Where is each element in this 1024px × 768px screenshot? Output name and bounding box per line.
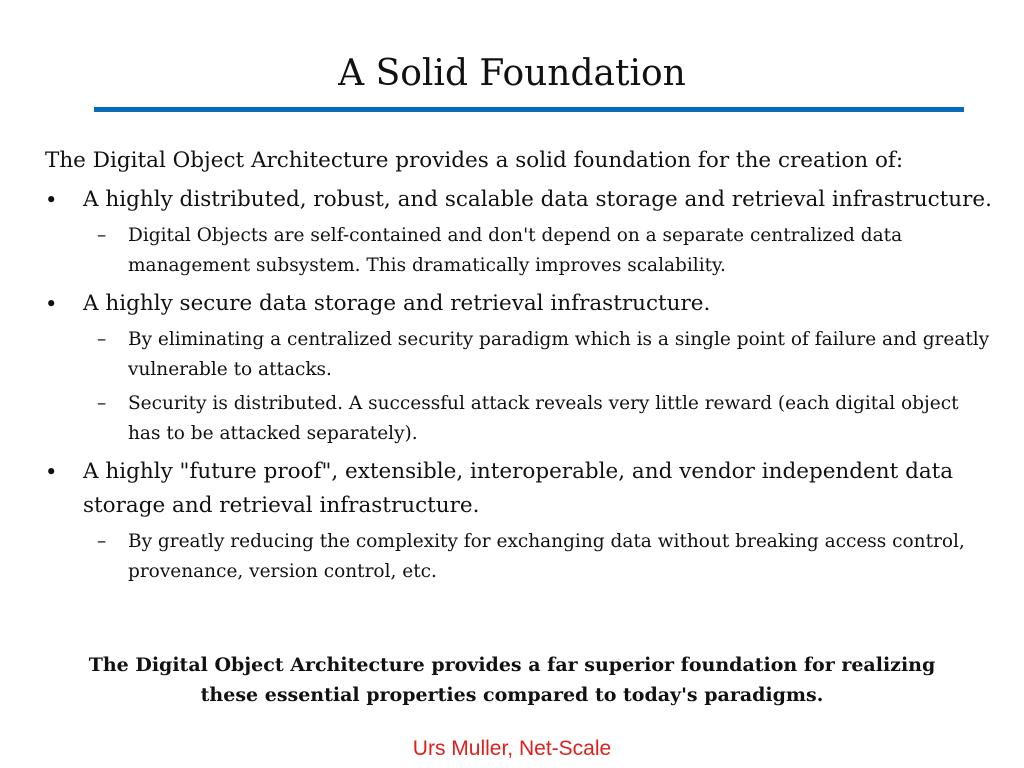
bullet-marker: •	[45, 292, 58, 316]
conclusion-line: The Digital Object Architecture provides a far superior foundation for realizing	[88, 654, 936, 676]
bullet-text: A highly distributed, robust, and scalable data storage and retrieval infrastructure.	[83, 187, 992, 212]
sub-bullet-text: By eliminating a centralized security paradigm which is a single point of failure and greatly vulnerable to attacks.	[128, 329, 990, 380]
conclusion-line: these essential properties compared to today's paradigms.	[200, 684, 824, 706]
bullet-text: A highly secure data storage and retrieval infrastructure.	[83, 291, 711, 316]
sub-bullet-text: By greatly reducing the complexity for exchanging data without breaking access control, provenance, version control, etc.	[128, 531, 965, 582]
bullet-item	[45, 183, 995, 217]
sub-bullet-marker: –	[97, 225, 107, 246]
sub-bullet-marker: –	[97, 329, 107, 350]
bullet-marker: •	[45, 460, 58, 484]
bullet-text: A highly "future proof", extensible, interoperable, and vendor independent data storage and retrieval infrastructure.	[83, 459, 954, 518]
title-underline	[94, 107, 964, 112]
author-credit: Urs Muller, Net-Scale	[412, 737, 612, 760]
bullet-item	[45, 287, 995, 321]
intro-text: The Digital Object Architecture provides a solid foundation for the creation of:	[45, 148, 904, 173]
sub-bullet-text: Digital Objects are self-contained and don't depend on a separate centralized data management subsystem. This dramatically improves scalability.	[128, 225, 903, 276]
bullet-marker: •	[45, 188, 58, 212]
sub-bullet-marker: –	[97, 531, 107, 552]
slide-title: A Solid Foundation	[338, 53, 686, 94]
sub-bullet-marker: –	[97, 393, 107, 414]
bullet-list	[45, 183, 995, 591]
sub-bullet-text: Security is distributed. A successful attack reveals very little reward (each digital object has to be attacked separately).	[128, 393, 959, 444]
sub-bullet-item	[83, 221, 995, 281]
conclusion-text	[0, 650, 1024, 710]
sub-bullet-item	[83, 389, 995, 449]
sub-bullet-item	[83, 527, 995, 587]
bullet-item	[45, 455, 995, 523]
sub-bullet-item	[83, 325, 995, 385]
